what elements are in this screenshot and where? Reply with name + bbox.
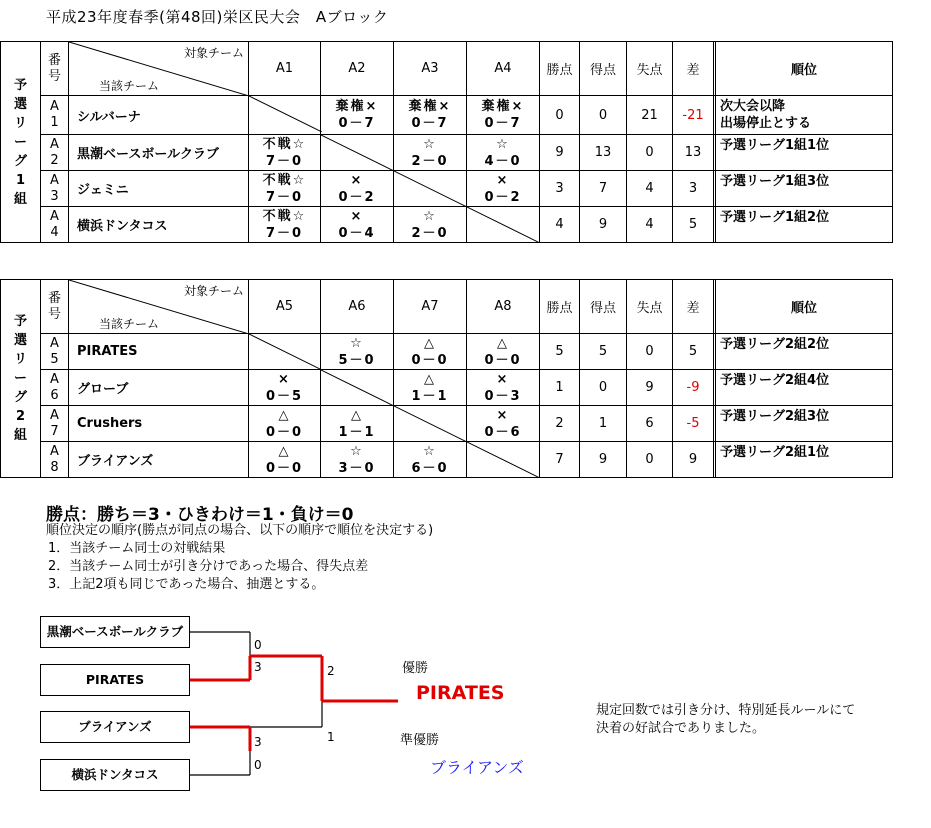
- team-row: [1, 442, 893, 478]
- opponent-column-header: A1: [249, 42, 321, 96]
- team-number-char: 4: [50, 224, 59, 240]
- result-mark: ×: [496, 371, 510, 387]
- opponent-column-header: A5: [249, 280, 321, 334]
- result-mark: 不戦☆: [262, 208, 307, 224]
- team-number: [41, 334, 69, 370]
- result-mark: ×: [496, 172, 510, 188]
- team-row: [1, 171, 893, 207]
- result-mark: △: [278, 443, 291, 459]
- team-number-char: 1: [50, 115, 59, 130]
- team-name: シルバーナ: [69, 96, 249, 135]
- result-score: 5－0: [338, 352, 376, 368]
- rank-text: 予選リーグ2組1位: [720, 445, 830, 460]
- team-number-char: A: [50, 371, 59, 387]
- team-row: [1, 135, 893, 171]
- stat-column-header: 得点: [580, 42, 627, 96]
- page-title: 平成23年度春季(第48回)栄区民大会 Aブロック: [46, 8, 389, 26]
- rank-text: 予選リーグ1組1位: [720, 138, 830, 153]
- number-header-char: 番: [47, 52, 61, 68]
- rank-cell: [716, 135, 893, 171]
- rank-cell: [716, 207, 893, 243]
- result-score: 0－6: [484, 424, 522, 440]
- result-score: 0－5: [265, 388, 304, 404]
- result-score: 0－7: [484, 116, 522, 131]
- team-number: [41, 171, 69, 207]
- result-score: 4－0: [484, 153, 522, 169]
- rule-2: 2．当該チーム同士が引き分けであった場合、得失点差: [48, 559, 369, 574]
- runs-allowed: 9: [627, 370, 673, 406]
- match-result: [394, 135, 467, 171]
- result-score: 0－4: [338, 225, 376, 241]
- diagonal-line: [249, 96, 322, 132]
- result-mark: 棄権×: [335, 99, 379, 114]
- opponent-column-header: A3: [394, 42, 467, 96]
- run-difference: 3: [673, 171, 714, 207]
- match-result: [467, 171, 540, 207]
- diagonal-line: [467, 442, 540, 478]
- result-score: 0－0: [484, 352, 522, 368]
- result-mark: △: [278, 407, 291, 423]
- self-match-cell: [321, 135, 394, 171]
- team-number-char: A: [50, 208, 59, 224]
- rank-text: 予選リーグ2組2位: [720, 337, 830, 352]
- team-number-char: A: [50, 99, 59, 114]
- team-name: PIRATES: [69, 334, 249, 370]
- result-score: 0－0: [411, 352, 449, 368]
- winner-team: PIRATES: [416, 682, 505, 704]
- team-name: 横浜ドンタコス: [69, 207, 249, 243]
- runs-allowed: 0: [627, 334, 673, 370]
- result-mark: ×: [350, 208, 364, 224]
- group-label-char: 選: [13, 333, 27, 348]
- result-mark: ×: [350, 172, 364, 188]
- runner-up-label: 準優勝: [400, 733, 440, 748]
- match-result: [394, 207, 467, 243]
- result-mark: △: [424, 371, 436, 387]
- group2-table: [0, 279, 893, 478]
- runs-allowed: 4: [627, 171, 673, 207]
- winner-label: 優勝: [402, 661, 429, 676]
- win-points: 5: [540, 334, 580, 370]
- runs-scored: 13: [580, 135, 627, 171]
- match-result: [467, 135, 540, 171]
- rules-heading: 順位決定の順序(勝点が同点の場合、以下の順序で順位を決定する): [46, 523, 434, 538]
- result-score: 2－0: [411, 153, 449, 169]
- win-points: 4: [540, 207, 580, 243]
- team-name: 黒潮ベースボールクラブ: [69, 135, 249, 171]
- team-number-char: A: [50, 443, 59, 459]
- win-points: 1: [540, 370, 580, 406]
- team-number-char: 6: [50, 387, 59, 403]
- runs-allowed: 4: [627, 207, 673, 243]
- opponent-column-header: A6: [321, 280, 394, 334]
- result-mark: ×: [278, 371, 291, 387]
- team-name: ジェミニ: [69, 171, 249, 207]
- semi-score-2: 3: [254, 660, 262, 674]
- group-label-char: リ: [13, 115, 27, 131]
- group-label-char: 2: [15, 409, 26, 424]
- group-label-char: ー: [13, 371, 27, 386]
- result-mark: 棄権×: [481, 99, 525, 114]
- win-points: 2: [540, 406, 580, 442]
- runs-scored: 9: [580, 442, 627, 478]
- group1-table: [0, 41, 893, 243]
- team-number: [41, 406, 69, 442]
- match-result: [321, 96, 394, 135]
- result-score: 3－0: [338, 460, 376, 476]
- note-line-2: 決着の好試合でありました。: [596, 721, 766, 736]
- rank-text: 予選リーグ2組4位: [720, 373, 830, 388]
- semi-score-4: 0: [254, 758, 262, 772]
- win-points: 3: [540, 171, 580, 207]
- runs-scored: 1: [580, 406, 627, 442]
- result-mark: △: [351, 407, 363, 423]
- rank-cell: [716, 171, 893, 207]
- runs-allowed: 21: [627, 96, 673, 135]
- opponent-column-header: A8: [467, 280, 540, 334]
- group-label-char: 選: [13, 96, 27, 112]
- group-label-char: 予: [13, 77, 27, 93]
- result-mark: ☆: [350, 443, 364, 459]
- final-score-1: 2: [327, 664, 335, 678]
- win-points: 0: [540, 96, 580, 135]
- result-score: 0－2: [484, 189, 522, 205]
- result-mark: ×: [496, 407, 510, 423]
- result-mark: ☆: [496, 136, 510, 152]
- result-score: 0－3: [484, 388, 522, 404]
- group-label-char: 組: [13, 191, 27, 207]
- result-score: 6－0: [411, 460, 449, 476]
- semi-score-3: 3: [254, 735, 262, 749]
- group-label: [1, 280, 41, 478]
- team-number: [41, 96, 69, 135]
- runner-up-team: ブライアンズ: [430, 758, 524, 777]
- runs-scored: 5: [580, 334, 627, 370]
- team-number: [41, 442, 69, 478]
- group-label-char: 1: [15, 172, 26, 188]
- self-match-cell: [467, 442, 540, 478]
- team-number-char: A: [50, 172, 59, 188]
- run-difference: -5: [673, 406, 714, 442]
- note-line-1: 規定回数では引き分け、特別延長ルールにて: [596, 703, 856, 718]
- team-number-char: 5: [50, 351, 59, 367]
- result-mark: ☆: [423, 136, 437, 152]
- result-score: 0－7: [411, 116, 449, 131]
- team-row: [1, 334, 893, 370]
- rank-cell: [716, 406, 893, 442]
- result-score: 7－0: [265, 225, 304, 241]
- result-mark: △: [424, 335, 436, 351]
- team-number-char: 2: [50, 152, 59, 168]
- bracket-team-3: ブライアンズ: [40, 711, 190, 743]
- match-note: [596, 702, 855, 738]
- rule-3: 3．上記2項も同じであった場合、抽選とする。: [48, 577, 325, 592]
- self-team-header: 当該チーム: [99, 317, 160, 331]
- run-difference: 13: [673, 135, 714, 171]
- winner-path: [190, 656, 398, 751]
- stat-column-header: 失点: [627, 42, 673, 96]
- runs-allowed: 6: [627, 406, 673, 442]
- match-result: [394, 370, 467, 406]
- runs-allowed: 0: [627, 135, 673, 171]
- group-label-char: 予: [13, 314, 27, 329]
- match-result: [321, 171, 394, 207]
- runs-scored: 9: [580, 207, 627, 243]
- match-result: [394, 334, 467, 370]
- rank-text: 予選リーグ1組2位: [720, 210, 830, 225]
- group-label-char: グ: [13, 153, 27, 169]
- match-result: [467, 96, 540, 135]
- group-label-char: グ: [13, 390, 27, 405]
- match-result: [467, 334, 540, 370]
- win-points: 7: [540, 442, 580, 478]
- self-match-cell: [394, 406, 467, 442]
- team-row: [1, 370, 893, 406]
- number-header-char: 号: [47, 306, 61, 322]
- team-number-char: A: [50, 407, 59, 423]
- team-row: [1, 406, 893, 442]
- self-team-header: 当該チーム: [99, 79, 160, 93]
- runs-scored: 0: [580, 96, 627, 135]
- rule-1: 1．当該チーム同士の対戦結果: [48, 541, 226, 556]
- runs-scored: 0: [580, 370, 627, 406]
- final-score-2: 1: [327, 730, 335, 744]
- opponent-column-header: A7: [394, 280, 467, 334]
- match-result: [321, 334, 394, 370]
- match-result: [394, 96, 467, 135]
- team-number-char: 3: [50, 188, 59, 204]
- result-mark: ☆: [423, 443, 437, 459]
- result-score: 0－0: [265, 424, 304, 440]
- team-number: [41, 370, 69, 406]
- rank-text: 出場停止とする: [720, 116, 812, 131]
- result-mark: ☆: [350, 335, 364, 351]
- rank-column-header: 順位: [716, 280, 893, 334]
- team-number-char: A: [50, 335, 59, 351]
- match-result: [394, 442, 467, 478]
- rank-cell: [716, 370, 893, 406]
- run-difference: -9: [673, 370, 714, 406]
- match-result: [249, 406, 321, 442]
- opponent-column-header: A2: [321, 42, 394, 96]
- header-corner: [69, 42, 249, 96]
- group-label: [1, 42, 41, 243]
- rank-text: 次大会以降: [720, 99, 786, 114]
- run-difference: 5: [673, 207, 714, 243]
- run-difference: 9: [673, 442, 714, 478]
- match-result: [249, 370, 321, 406]
- stat-column-header: 勝点: [540, 280, 580, 334]
- number-header: [41, 280, 69, 334]
- bracket-team-2: PIRATES: [40, 664, 190, 696]
- rank-cell: [716, 442, 893, 478]
- rank-text: 予選リーグ2組3位: [720, 409, 830, 424]
- bracket-team-4: 横浜ドンタコス: [40, 759, 190, 791]
- group-label-char: リ: [13, 352, 27, 367]
- team-number: [41, 135, 69, 171]
- team-number-char: A: [50, 136, 59, 152]
- result-mark: △: [497, 335, 509, 351]
- number-header-char: 番: [47, 290, 61, 306]
- header-corner: [69, 280, 249, 334]
- stat-column-header: 差: [673, 42, 714, 96]
- diagonal-line: [321, 370, 394, 406]
- result-score: 0－0: [265, 460, 304, 476]
- team-name: Crushers: [69, 406, 249, 442]
- team-number-char: 8: [50, 459, 59, 475]
- semi-score-1: 0: [254, 638, 262, 652]
- target-team-header: 対象チーム: [183, 46, 244, 60]
- self-match-cell: [249, 334, 321, 370]
- self-match-cell: [394, 171, 467, 207]
- stat-column-header: 得点: [580, 280, 627, 334]
- match-result: [249, 442, 321, 478]
- diagonal-line: [394, 171, 467, 207]
- result-score: 0－2: [338, 189, 376, 205]
- group-label-char: 組: [13, 428, 27, 443]
- target-team-header: 対象チーム: [183, 284, 244, 298]
- result-score: 7－0: [265, 153, 304, 169]
- diagonal-line: [249, 334, 322, 370]
- runs-scored: 7: [580, 171, 627, 207]
- points-rule: 勝点：勝ち＝3・ひきわけ＝1・負け＝0: [46, 505, 354, 525]
- match-result: [321, 442, 394, 478]
- number-header: [41, 42, 69, 96]
- ranking-rules: [46, 522, 433, 594]
- rank-text: 予選リーグ1組3位: [720, 174, 830, 189]
- run-difference: 5: [673, 334, 714, 370]
- result-score: 1－1: [338, 424, 376, 440]
- stat-column-header: 失点: [627, 280, 673, 334]
- team-name: ブライアンズ: [69, 442, 249, 478]
- number-header-char: 号: [47, 68, 61, 84]
- stat-column-header: 勝点: [540, 42, 580, 96]
- result-mark: 不戦☆: [262, 172, 307, 188]
- self-match-cell: [467, 207, 540, 243]
- team-number: [41, 207, 69, 243]
- result-mark: ☆: [423, 208, 437, 224]
- rank-cell: [716, 334, 893, 370]
- match-result: [467, 406, 540, 442]
- team-name: グローブ: [69, 370, 249, 406]
- match-result: [467, 370, 540, 406]
- bracket-team-1: 黒潮ベースボールクラブ: [40, 616, 190, 648]
- win-points: 9: [540, 135, 580, 171]
- result-mark: 棄権×: [408, 99, 452, 114]
- match-result: [249, 135, 321, 171]
- group-label-char: ー: [13, 134, 27, 150]
- team-row: [1, 207, 893, 243]
- result-score: 1－1: [411, 388, 449, 404]
- run-difference: -21: [673, 96, 714, 135]
- self-match-cell: [249, 96, 321, 135]
- team-row: [1, 96, 893, 135]
- match-result: [249, 171, 321, 207]
- opponent-column-header: A4: [467, 42, 540, 96]
- result-mark: 不戦☆: [262, 136, 307, 152]
- diagonal-line: [394, 406, 467, 442]
- diagonal-line: [321, 135, 394, 171]
- stat-column-header: 差: [673, 280, 714, 334]
- result-score: 7－0: [265, 189, 304, 205]
- diagonal-line: [467, 207, 540, 243]
- runs-allowed: 0: [627, 442, 673, 478]
- self-match-cell: [321, 370, 394, 406]
- result-score: 0－7: [338, 116, 376, 131]
- match-result: [249, 207, 321, 243]
- match-result: [321, 406, 394, 442]
- match-result: [321, 207, 394, 243]
- rank-cell: [716, 96, 893, 135]
- rank-column-header: 順位: [716, 42, 893, 96]
- result-score: 2－0: [411, 225, 449, 241]
- team-number-char: 7: [50, 423, 59, 439]
